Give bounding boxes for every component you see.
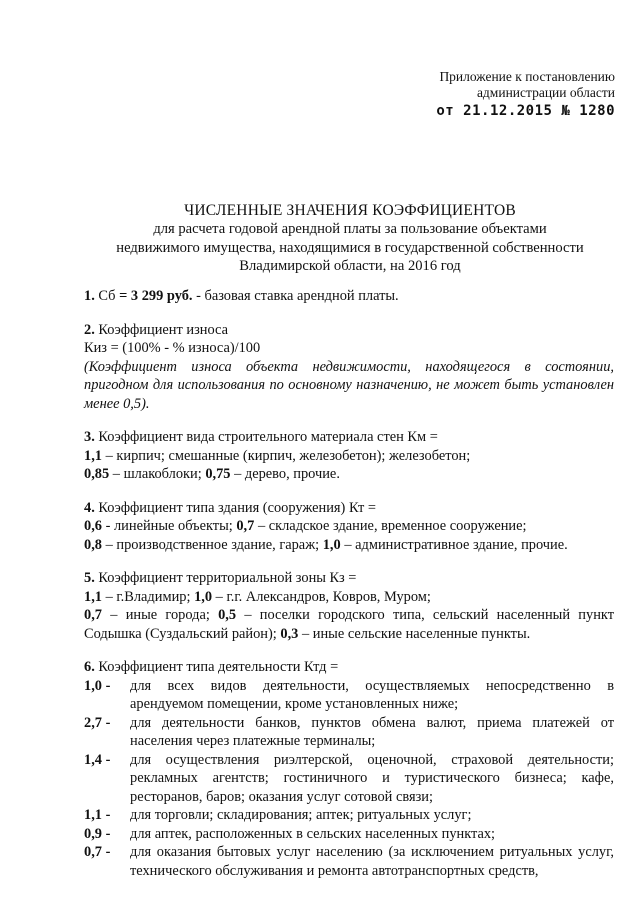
- coef-value: 0,85: [84, 466, 110, 482]
- activity-coef: 2,7 -: [84, 714, 111, 731]
- order-number-sign: №: [561, 103, 571, 119]
- base-rate-label: Сб: [98, 288, 116, 304]
- activity-item: [84, 677, 614, 714]
- building-type-line-2: [84, 536, 614, 555]
- section-4-heading-text: Коэффициент типа здания (сооружения) Кт =: [94, 499, 376, 516]
- order-reference: [425, 103, 615, 119]
- section-2-wear-coefficient: [84, 321, 614, 414]
- coef-description: – г.г. Александров, Ковров, Муром;: [212, 588, 431, 605]
- base-rate-eq: =: [115, 288, 131, 304]
- zone-line-2: [84, 606, 614, 643]
- coef-description: – производственное здание, гараж;: [102, 536, 323, 553]
- base-rate-line: [84, 287, 614, 306]
- section-3-wall-material: [84, 428, 614, 484]
- coef-description: – г.Владимир;: [102, 588, 195, 605]
- coef-value: 0,3: [280, 625, 299, 642]
- document-body: [84, 287, 614, 880]
- activity-description: для торговли; складирования; аптек; ритуальных услуг;: [130, 807, 472, 823]
- activity-item: [84, 714, 614, 751]
- activity-item: [84, 825, 614, 844]
- coef-description: – кирпич; смешанные (кирпич, железобетон); железобетон;: [102, 447, 471, 464]
- activity-description: для деятельности банков, пунктов обмена валют, приема платежей от населения через платежные терминалы;: [130, 714, 614, 749]
- activity-coef: 0,7 -: [84, 844, 111, 860]
- wear-note: (Коэффициент износа объекта недвижимости, находящегося в состоянии, пригодном для использования по основному назначению, не может быть установлен менее 0,5).: [84, 358, 614, 412]
- title-heading: ЧИСЛЕННЫЕ ЗНАЧЕНИЯ КОЭФФИЦИЕНТОВ: [184, 202, 516, 219]
- coef-value: 1,1: [84, 588, 102, 605]
- section-6-number: 6.: [84, 659, 95, 675]
- coef-description: – поселки городского типа, сельский населенный пункт Содышка (Суздальский район);: [84, 607, 614, 642]
- coef-value: 0,8: [84, 536, 102, 553]
- section-5-heading: [84, 569, 614, 588]
- activity-description: для аптек, расположенных в сельских населенных пунктах;: [130, 825, 496, 842]
- document-title: [80, 201, 620, 276]
- base-rate-value: 3 299 руб.: [130, 288, 193, 304]
- annex-line-2: администрации области: [476, 85, 615, 100]
- coef-value: 1,0: [194, 588, 213, 605]
- title-subline-1: для расчета годовой арендной платы за пользование объектами: [153, 221, 547, 237]
- activity-item: [84, 751, 614, 807]
- activity-item: [84, 806, 614, 825]
- coef-value: 0,7: [236, 518, 255, 534]
- coef-value: 0,6: [84, 518, 102, 534]
- section-2-number: 2.: [84, 321, 95, 338]
- title-subline-3: Владимирской области, на 2016 год: [239, 258, 461, 275]
- section-4-heading: [84, 499, 614, 518]
- building-type-line-1: [84, 517, 614, 536]
- section-3-heading-text: Коэффициент вида строительного материала стен Км =: [94, 429, 438, 445]
- section-1-base-rate: [84, 287, 614, 306]
- zone-line-1: [84, 588, 614, 607]
- section-2-heading-text: Коэффициент износа: [94, 321, 228, 338]
- annex-line-1: Приложение к постановлению: [439, 69, 615, 84]
- title-subline-2: недвижимого имущества, находящимися в государственной собственности: [116, 239, 584, 256]
- coef-description: – шлакоблоки;: [109, 466, 206, 482]
- section-5-heading-text: Коэффициент территориальной зоны Кз =: [94, 570, 357, 586]
- activity-description: для оказания бытовых услуг населению (за исключением ритуальных услуг, технического обслуживания и ремонта автотранспортных средств,: [130, 844, 614, 879]
- activity-coef: 1,4 -: [84, 751, 111, 768]
- annex-header: [425, 69, 615, 119]
- base-rate-description: - базовая ставка арендной платы.: [192, 288, 399, 304]
- coef-description: – иные города;: [102, 607, 219, 623]
- coef-value: 0,75: [205, 466, 231, 482]
- order-label: от: [436, 103, 455, 119]
- coef-value: 0,7: [84, 607, 102, 623]
- activity-coef: 0,9 -: [84, 825, 111, 842]
- coef-description: – административное здание, прочие.: [340, 536, 568, 553]
- section-5-territorial-zone: [84, 569, 614, 643]
- section-2-heading: [84, 321, 614, 340]
- wear-formula: Киз = (100% - % износа)/100: [84, 340, 261, 356]
- activity-coef: 1,1 -: [84, 807, 111, 823]
- coef-value: 1,0: [322, 536, 341, 553]
- section-4-building-type: [84, 499, 614, 555]
- section-6-activity-type: [84, 658, 614, 880]
- coef-description: – иные сельские населенные пункты.: [298, 625, 531, 642]
- order-number: 1280: [579, 103, 615, 119]
- wall-material-line-1: [84, 447, 614, 466]
- coef-description: – дерево, прочие.: [230, 466, 340, 482]
- section-1-number: 1.: [84, 288, 95, 304]
- section-3-number: 3.: [84, 429, 95, 445]
- coef-value: 1,1: [84, 447, 102, 464]
- activity-description: для осуществления риэлтерской, оценочной, страховой деятельности; рекламных агентств; гостиничного и туристического бизнеса; кафе, ресторанов, баров; оказания услуг сотовой связи;: [130, 751, 614, 805]
- section-6-heading-text: Коэффициент типа деятельности Ктд =: [94, 659, 339, 675]
- activity-item: [84, 843, 614, 880]
- section-3-heading: [84, 428, 614, 447]
- activity-description: для всех видов деятельности, осуществляемых непосредственно в арендуемом помещении, кроме установленных ниже;: [130, 677, 614, 712]
- coef-description: - линейные объекты;: [102, 518, 237, 534]
- coef-description: – складское здание, временное сооружение;: [254, 518, 527, 534]
- section-5-number: 5.: [84, 570, 95, 586]
- order-date: 21.12.2015: [463, 103, 553, 119]
- section-6-heading: [84, 658, 614, 677]
- section-4-number: 4.: [84, 499, 95, 516]
- wall-material-line-2: [84, 465, 614, 484]
- coef-value: 0,5: [218, 607, 237, 623]
- activity-coef: 1,0 -: [84, 677, 111, 694]
